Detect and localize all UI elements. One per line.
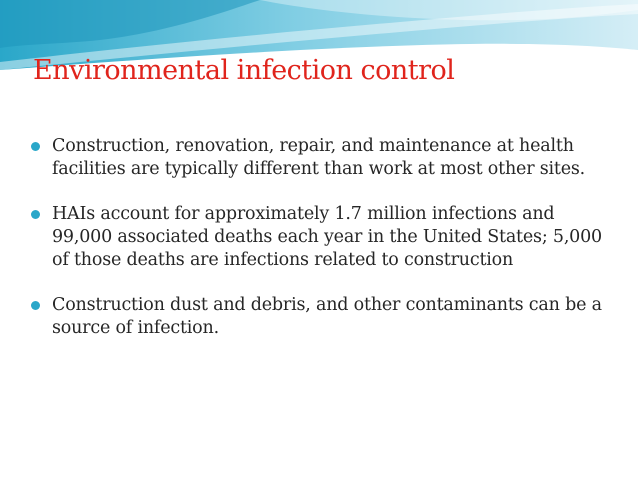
- bullet-marker-icon: [31, 142, 40, 151]
- bullet-text: HAIs account for approximately 1.7 million infections and 99,000 associated deaths each year in the United States; 5,000 of those deaths are infections related to construction: [52, 204, 602, 270]
- bullet-text: Construction dust and debris, and other contaminants can be a source of infection.: [52, 295, 602, 338]
- bullet-item: [28, 203, 618, 272]
- bullet-text: Construction, renovation, repair, and maintenance at health facilities are typically different than work at most other sites.: [52, 136, 586, 179]
- bullet-marker-icon: [31, 301, 40, 310]
- bullet-item: [28, 294, 618, 340]
- slide-title: Environmental infection control: [33, 55, 455, 86]
- bullet-marker-icon: [31, 210, 40, 219]
- bullet-item: [28, 135, 618, 181]
- bullet-list: [28, 135, 618, 362]
